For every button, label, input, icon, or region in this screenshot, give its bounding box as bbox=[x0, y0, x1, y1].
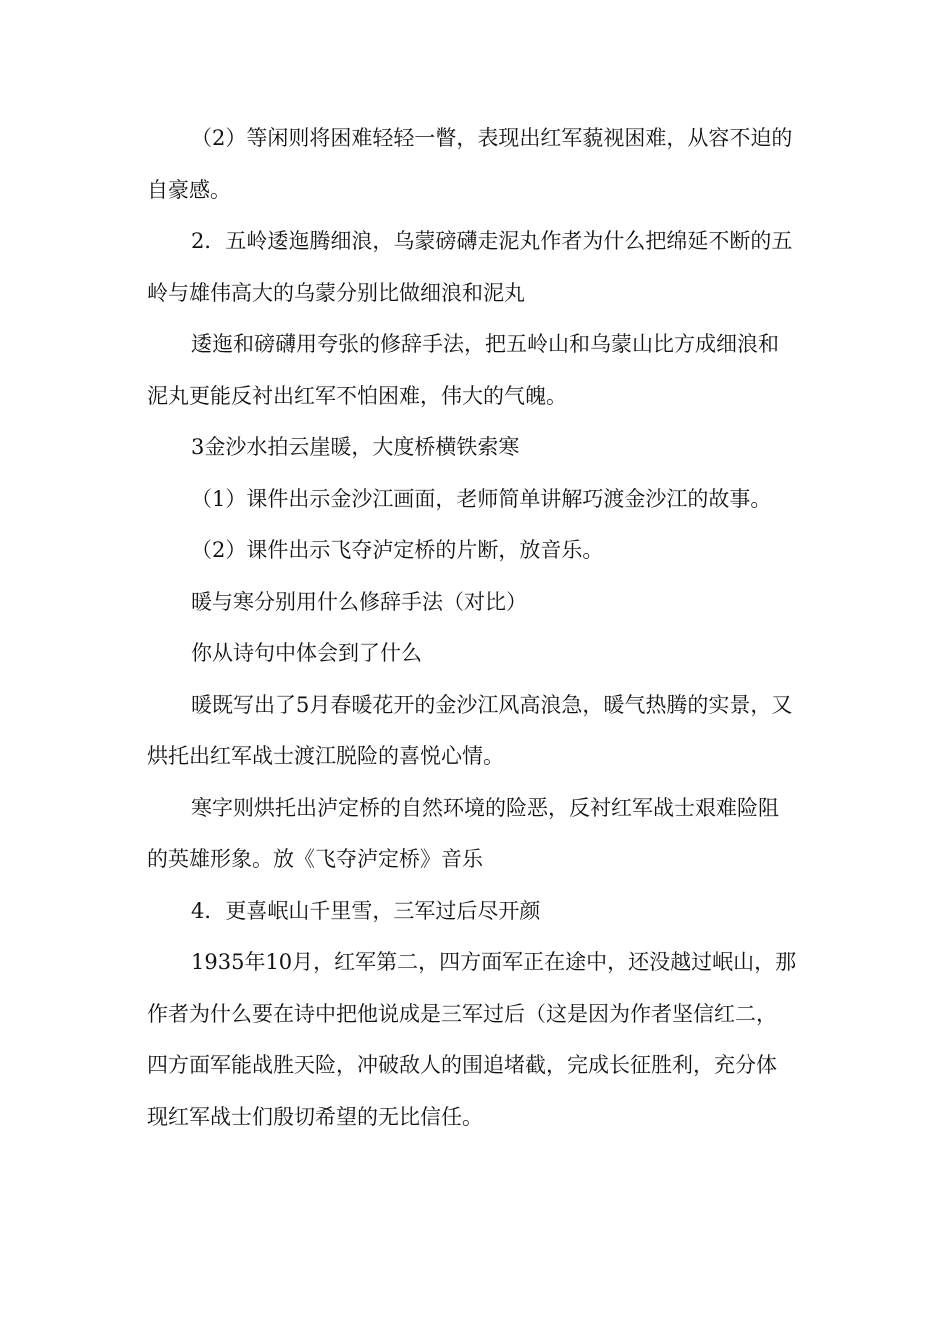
paragraph-6: （2）课件出示飞夺泸定桥的片断，放音乐。 bbox=[191, 538, 604, 562]
paragraph-8: 你从诗句中体会到了什么 bbox=[191, 641, 422, 665]
paragraph-12: 1935年10月，红军第二，四方面军正在途中，还没越过岷山，那作者为什么要在诗中把他说成是三军过后（这是因为作者坚信红二，四方面军能战胜天险，冲破敌人的围追堵截，完成长征胜利，充分体现红军战士们殷切希望的无比信任。 bbox=[147, 950, 797, 1129]
paragraph-9: 暖既写出了5月春暖花开的金沙江风高浪急，暖气热腾的实景，又烘托出红军战士渡江脱险的喜悦心情。 bbox=[147, 692, 793, 768]
paragraph-4: 3金沙水拍云崖暖，大度桥横铁索寒 bbox=[191, 435, 520, 459]
paragraph-7: 暖与寒分别用什么修辞手法（对比） bbox=[191, 589, 527, 614]
document-body bbox=[147, 113, 797, 1143]
paragraph-5: （1）课件出示金沙江画面，老师简单讲解巧渡金沙江的故事。 bbox=[191, 486, 772, 511]
paragraph-11: 4．更喜岷山千里雪，三军过后尽开颜 bbox=[191, 898, 541, 923]
paragraph-1: （2）等闲则将困难轻轻一瞥，表现出红军藐视困难，从容不迫的自豪感。 bbox=[147, 126, 793, 202]
paragraph-3: 逶迤和磅礴用夸张的修辞手法，把五岭山和乌蒙山比方成细浪和泥丸更能反衬出红军不怕困难，伟大的气魄。 bbox=[147, 332, 779, 408]
paragraph-10: 寒字则烘托出泸定桥的自然环境的险恶，反衬红军战士艰难险阻的英雄形象。放《飞夺泸定桥》音乐 bbox=[147, 795, 779, 871]
paragraph-2: 2．五岭逶迤腾细浪，乌蒙磅礴走泥丸作者为什么把绵延不断的五岭与雄伟高大的乌蒙分别比做细浪和泥丸 bbox=[147, 229, 793, 305]
